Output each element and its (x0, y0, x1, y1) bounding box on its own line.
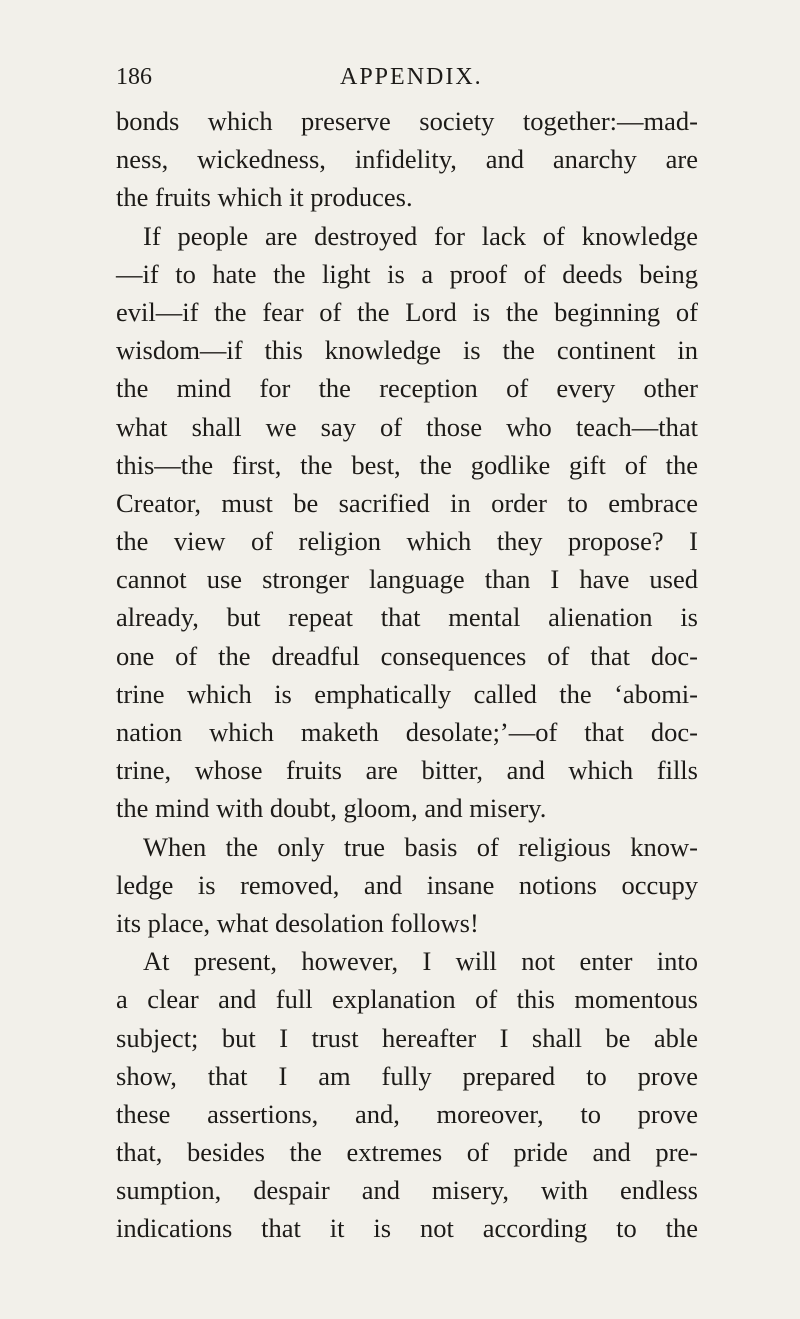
text-line: nation which maketh desolate;’—of that doc- (116, 717, 698, 747)
text-line: cannot use stronger language than I have used (116, 564, 698, 595)
text-line: ness, wickedness, infidelity, and anarchy are (116, 144, 698, 175)
text-line: evil—if the fear of the Lord is the beginning of (116, 296, 698, 327)
text-line: already, but repeat that mental alienation is (116, 602, 698, 633)
text-line: wisdom—if this knowledge is the continent in (116, 335, 698, 366)
text-line: bonds which preserve society together:—mad- (116, 106, 698, 136)
text-line: this—the first, the best, the godlike gift of the (116, 449, 698, 480)
text-line: its place, what desolation follows! (116, 907, 479, 938)
running-head (116, 60, 676, 94)
body-text (116, 102, 698, 1248)
text-line: trine which is emphatically called the ‘abomi- (116, 678, 698, 709)
text-line: these assertions, and, moreover, to prove (116, 1098, 698, 1129)
text-line: If people are destroyed for lack of knowledge (143, 220, 698, 251)
text-line: subject; but I trust hereafter I shall be able (116, 1022, 698, 1053)
text-line: ledge is removed, and insane notions occupy (116, 869, 698, 900)
page-number: 186 (116, 64, 152, 90)
text-line: trine, whose fruits are bitter, and which fills (116, 755, 698, 786)
text-line: a clear and full explanation of this momentous (116, 984, 698, 1015)
text-line: that, besides the extremes of pride and pre- (116, 1137, 698, 1168)
text-line: the view of religion which they propose? I (116, 526, 698, 557)
text-line: the mind for the reception of every other (116, 373, 698, 404)
text-line: one of the dreadful consequences of that doc- (116, 640, 698, 671)
text-line: —if to hate the light is a proof of deeds being (116, 258, 698, 289)
text-line: indications that it is not according to the (116, 1213, 698, 1244)
text-line: the fruits which it produces. (116, 182, 413, 213)
text-line: the mind with doubt, gloom, and misery. (116, 793, 547, 824)
text-line: show, that I am fully prepared to prove (116, 1060, 698, 1091)
text-line: At present, however, I will not enter into (143, 946, 698, 977)
text-line: Creator, must be sacrified in order to embrace (116, 487, 698, 518)
text-line: what shall we say of those who teach—that (116, 411, 698, 442)
text-line: sumption, despair and misery, with endless (116, 1175, 698, 1206)
running-head-title: APPENDIX. (340, 64, 483, 90)
text-line: When the only true basis of religious know- (143, 831, 698, 862)
